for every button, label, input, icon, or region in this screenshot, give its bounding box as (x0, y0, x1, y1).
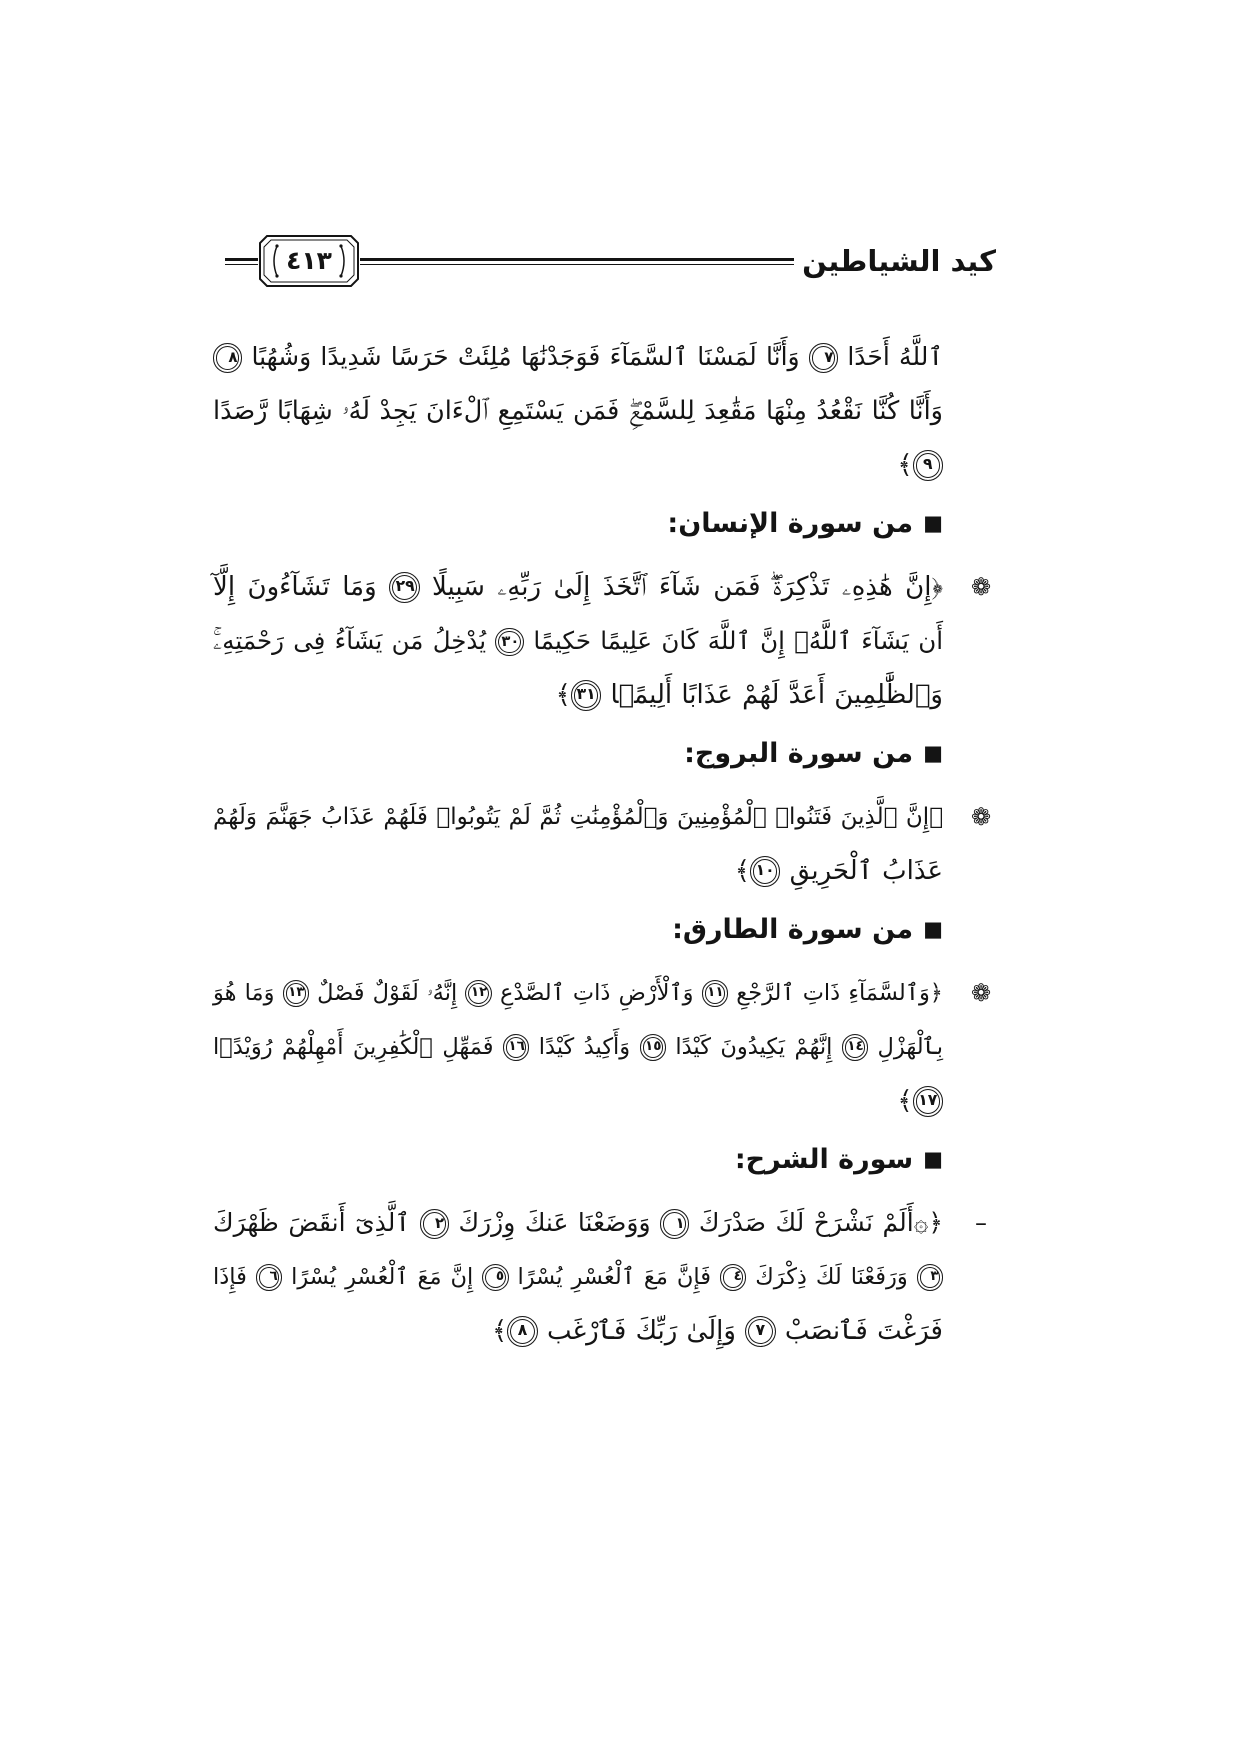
flower-bullet-icon: ❁ (970, 573, 992, 601)
black-square-icon: ■ (923, 511, 943, 535)
ayah-number-marker: ٧ (809, 343, 838, 372)
ayah-number-marker: ٨ (507, 1316, 537, 1346)
verse-text: وَأَنَّا لَمَسْنَا ٱلسَّمَآءَ فَوَجَدْنَٰهَا مُلِئَتْ حَرَسًا شَدِيدًا وَشُهُبًا (242, 342, 809, 371)
verse-text: إِنَّهُمْ يَكِيدُونَ كَيْدًا (665, 1034, 842, 1060)
ayah-number-marker: ٢٩ (389, 572, 419, 602)
verse-text: وَوَضَعْنَا عَنكَ وِزْرَكَ (448, 1208, 661, 1237)
ayah-number-marker: ٩ (913, 450, 943, 480)
verse-text: وَإِلَىٰ رَبِّكَ فَٱرْغَب (537, 1316, 746, 1346)
verse-text: بِٱلْهَزْلِ (868, 1034, 943, 1060)
verse-text: وَأَنَّا كُنَّا نَقْعُدُ مِنْهَا مَقَٰعِدَ لِلسَّمْعِۖ فَمَن يَسْتَمِعِ ٱلْءَانَ يَجِدْ لَهُۥ شِهَابًا رَّصَدًا (213, 396, 943, 426)
verse-text: ﴾ (897, 1086, 913, 1116)
verse-text: إِنَّ مَعَ ٱلْعُسْرِ يُسْرًا (282, 1264, 483, 1290)
ayah-number-marker: ١١ (702, 980, 728, 1006)
verse-text: فَرَغْتَ فَٱنصَبْ (775, 1316, 943, 1346)
verse-text: فَإِنَّ مَعَ ٱلْعُسْرِ يُسْرًا (508, 1264, 720, 1290)
verse-line (213, 560, 943, 614)
verse-line (213, 1020, 943, 1074)
verse-text: فَإِذَا (213, 1264, 256, 1290)
verse-text: وَمَا هُوَ (213, 980, 283, 1006)
ayah-number-marker: ١٠ (750, 856, 780, 886)
flower-bullet-icon: ❁ (970, 979, 992, 1007)
verse-line (213, 668, 943, 722)
ayah-number-marker: ١٢ (465, 980, 491, 1006)
verse-block (213, 790, 996, 898)
verse-block (213, 330, 996, 492)
ayah-number-marker: ١٣ (283, 980, 309, 1006)
verse-text: ﴾ (734, 856, 750, 886)
verse-line (213, 1196, 943, 1250)
section-heading (213, 902, 996, 957)
black-square-icon: ■ (923, 1147, 943, 1171)
verse-text: فَمَهِّلِ ٱلْكَٰفِرِينَ أَمْهِلْهُمْ رُوَيْدًۢا (213, 1034, 503, 1060)
header-double-rule (360, 258, 794, 265)
verse-text: ﴿وَٱلسَّمَآءِ ذَاتِ ٱلرَّجْعِ (728, 980, 943, 1006)
verse-line (213, 844, 943, 898)
page-number: ٤١٣ (286, 246, 332, 275)
verse-line (213, 1250, 943, 1304)
ayah-number-marker: ١٤ (842, 1034, 868, 1060)
verse-block (213, 966, 996, 1128)
verse-line (213, 966, 943, 1020)
verse-line (213, 614, 943, 668)
verse-text: ٱللَّهُ أَحَدًا (838, 342, 943, 371)
verse-text: وَٱلْأَرْضِ ذَاتِ ٱلصَّدْعِ (491, 980, 702, 1006)
verse-text: ﴿إِنَّ هَٰذِهِۦ تَذْكِرَةٌۖ فَمَن شَآءَ ٱتَّخَذَ إِلَىٰ رَبِّهِۦ سَبِيلًا (419, 572, 943, 602)
section-heading-text: من سورة البروج: (684, 738, 914, 769)
section-heading-text: من سورة الطارق: (672, 914, 914, 945)
verse-line (213, 330, 943, 384)
verse-text: وَأَكِيدُ كَيْدًا (529, 1034, 640, 1060)
ayah-number-marker: ٨ (213, 343, 242, 372)
verse-text: وَٱلظَّٰلِمِينَ أَعَدَّ لَهُمْ عَذَابًا أَلِيمًۢا (601, 680, 943, 710)
ayah-number-marker: ٣ (917, 1264, 943, 1290)
ayah-number-marker: ١ (660, 1209, 689, 1238)
verse-text: وَمَا تَشَآءُونَ إِلَّآ (213, 572, 390, 602)
verse-text: وَرَفَعْنَا لَكَ ذِكْرَكَ (746, 1264, 917, 1290)
page-body (213, 330, 996, 1362)
verse-text: يُدْخِلُ مَن يَشَآءُ فِى رَحْمَتِهِۦۚ (213, 626, 496, 655)
section-heading (213, 1132, 996, 1187)
ayah-number-marker: ٣١ (571, 680, 601, 710)
ayah-number-marker: ٦ (256, 1264, 282, 1290)
verse-text: ﴾ (492, 1316, 508, 1346)
ayah-number-marker: ٣٠ (495, 628, 524, 657)
ayah-number-marker: ٧ (745, 1316, 775, 1346)
verse-line (213, 790, 943, 844)
running-header (225, 234, 996, 288)
verse-line (213, 1304, 943, 1358)
verse-text: ﴿إِنَّ ٱلَّذِينَ فَتَنُوا۟ ٱلْمُؤْمِنِينَ وَٱلْمُؤْمِنَٰتِ ثُمَّ لَمْ يَتُوبُوا۟ فَلَهُمْ عَذَابُ جَهَنَّمَ وَلَهُمْ (213, 804, 943, 830)
header-short-rule (225, 258, 258, 265)
verse-text: ﴿۞أَلَمْ نَشْرَحْ لَكَ صَدْرَكَ (689, 1208, 943, 1237)
black-square-icon: ■ (923, 917, 943, 941)
ayah-number-marker: ١٥ (640, 1034, 666, 1060)
black-square-icon: ■ (923, 741, 943, 765)
ayah-number-marker: ١٦ (503, 1034, 529, 1060)
verse-line (213, 1074, 943, 1128)
section-heading-text: سورة الشرح: (734, 1144, 914, 1175)
ayah-number-marker: ٥ (482, 1264, 508, 1290)
ayah-number-marker: ٤ (720, 1264, 746, 1290)
verse-text: ٱلَّذِىٓ أَنقَضَ ظَهْرَكَ (213, 1208, 420, 1237)
page-number-box (258, 234, 360, 288)
verse-text: ﴾ (897, 450, 913, 480)
verse-text: أَن يَشَآءَ ٱللَّهُۚ إِنَّ ٱللَّهَ كَانَ عَلِيمًا حَكِيمًا (524, 626, 943, 655)
flower-bullet-icon: ❁ (970, 803, 992, 831)
verse-text: عَذَابُ ٱلْحَرِيقِ (780, 856, 943, 886)
section-heading (213, 726, 996, 781)
verse-line (213, 438, 943, 492)
verse-text: ﴾ (555, 680, 571, 710)
verse-text: إِنَّهُۥ لَقَوْلٌ فَصْلٌ (308, 980, 466, 1006)
dash-bullet-icon: – (975, 1209, 987, 1237)
verse-block (213, 560, 996, 722)
section-heading-text: من سورة الإنسان: (667, 508, 914, 539)
ayah-number-marker: ١٧ (913, 1086, 943, 1116)
section-heading (213, 496, 996, 551)
verse-block (213, 1196, 996, 1358)
ayah-number-marker: ٢ (420, 1209, 449, 1238)
verse-line (213, 384, 943, 438)
chapter-title: كيد الشياطين (802, 244, 996, 278)
